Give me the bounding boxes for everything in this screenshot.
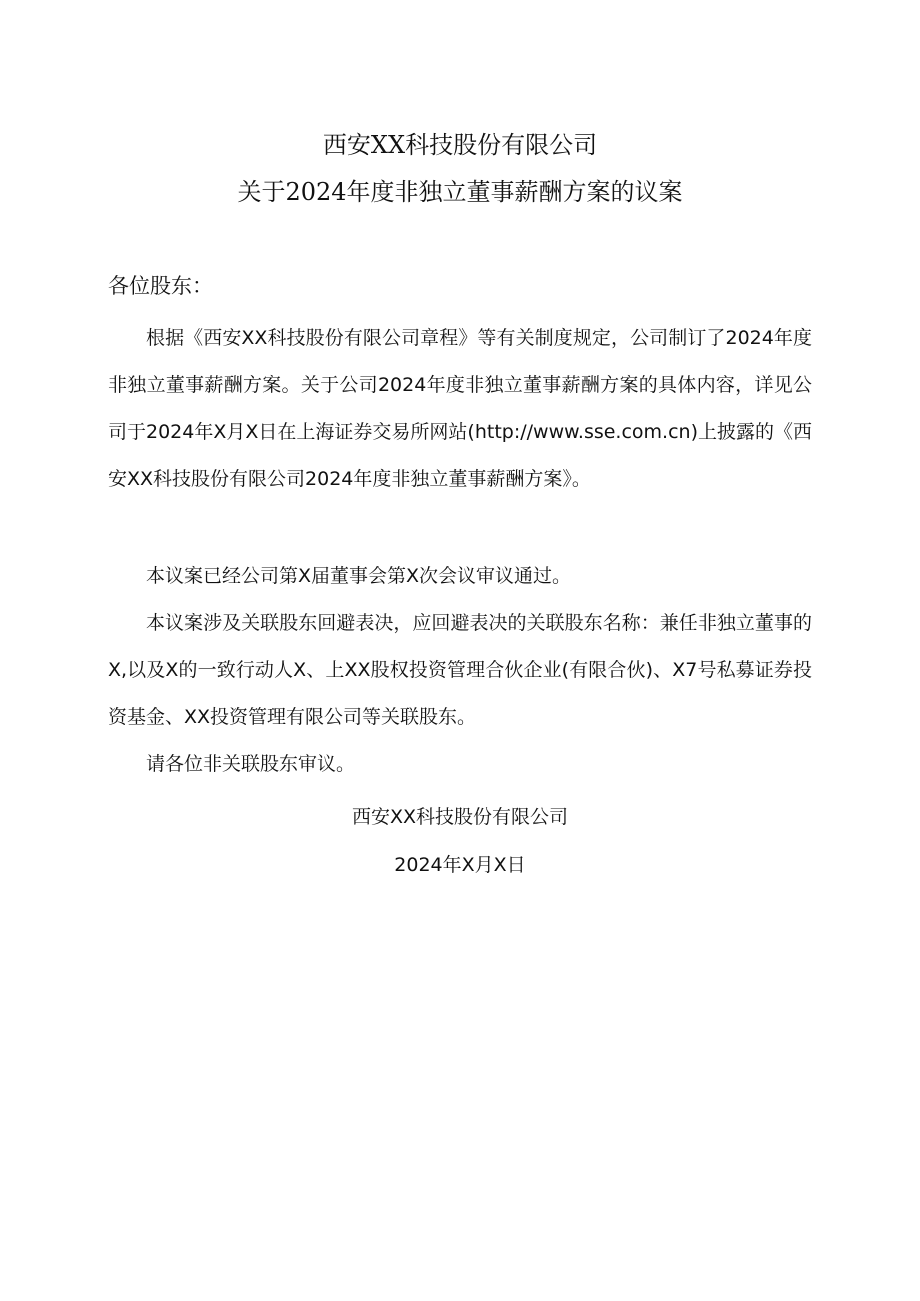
signature-date: 2024年X月X日	[394, 854, 526, 876]
paragraph-recusal: 本议案涉及关联股东回避表决，应回避表决的关联股东名称：兼任非独立董事的X,以及X的一致行动人X、上XX股权投资管理合伙企业(有限合伙)、X7号私募证券投资基金、XX投资管理有限公司等关联股东。	[108, 612, 812, 728]
paragraph-approval: 本议案已经公司第X届董事会第X次会议审议通过。	[146, 565, 572, 587]
document-title-company: 西安XX科技股份有限公司	[322, 131, 598, 159]
paragraph-basis: 根据《西安XX科技股份有限公司章程》等有关制度规定，公司制订了2024年度非独立董事薪酬方案。关于公司2024年度非独立董事薪酬方案的具体内容，详见公司于2024年X月X日在上海证券交易所网站(http://www.sse.com.cn)上披露的《西安XX科技股份有限公司2024年度非独立董事薪酬方案》。	[108, 327, 812, 490]
salutation: 各位股东：	[108, 274, 213, 298]
paragraph-request: 请各位非关联股东审议。	[146, 753, 356, 775]
document-title-proposal: 关于2024年度非独立董事薪酬方案的议案	[237, 178, 683, 206]
signature-company: 西安XX科技股份有限公司	[351, 806, 569, 828]
